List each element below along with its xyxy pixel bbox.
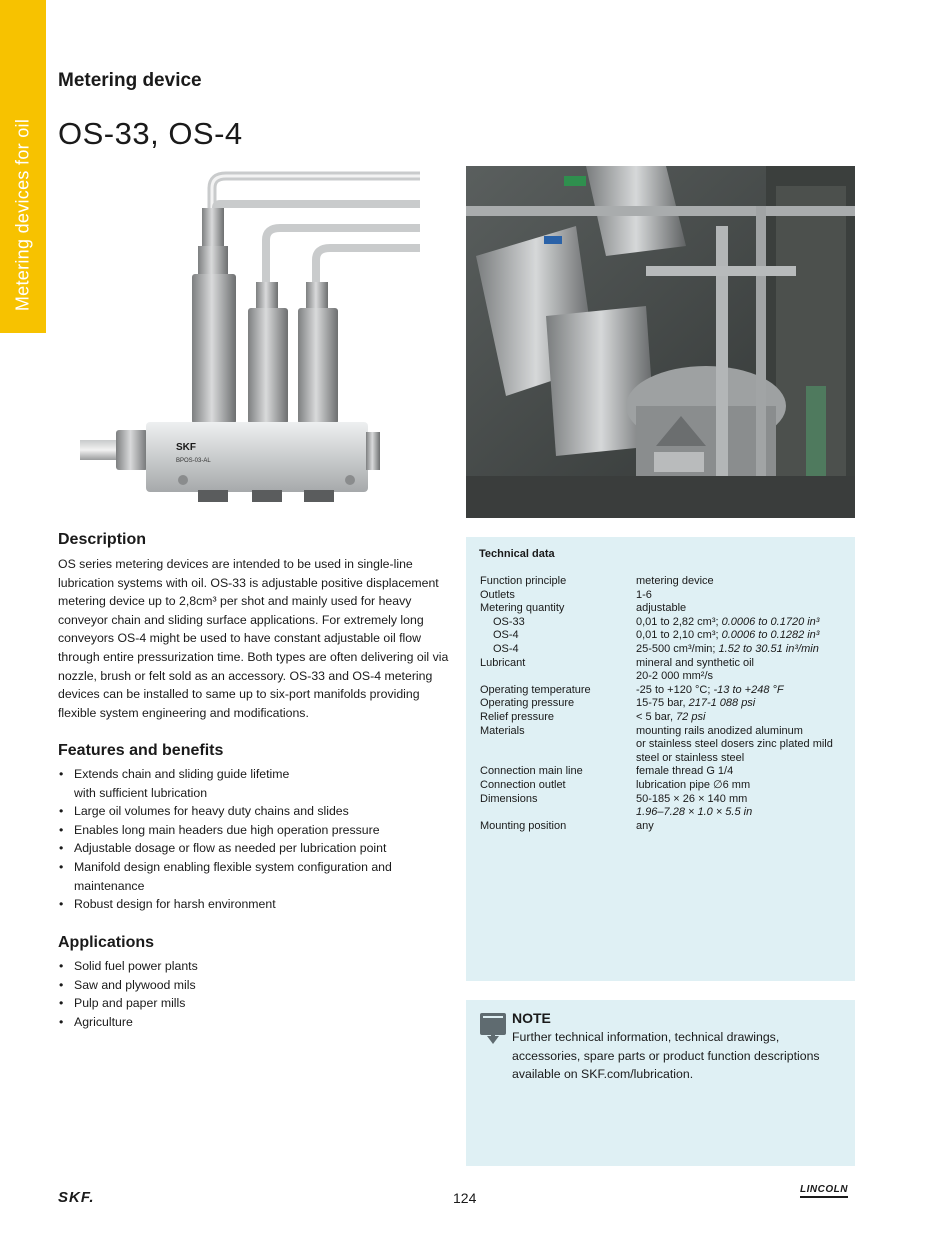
tech-value-text: < 5 bar, — [636, 710, 677, 723]
tech-value — [636, 670, 850, 684]
section-label: Metering device — [58, 70, 202, 91]
tech-row — [480, 725, 850, 739]
list-item: • Saw and plywood mils — [58, 976, 438, 995]
tech-row — [480, 589, 850, 603]
tech-value — [636, 806, 850, 820]
list-item: • Pulp and paper mills — [58, 994, 438, 1013]
tech-value — [636, 697, 850, 711]
tech-value — [636, 765, 850, 779]
tech-label: Connection outlet — [480, 778, 566, 791]
tech-value — [636, 643, 850, 657]
tech-label: Operating temperature — [480, 683, 591, 696]
tech-label: OS-4 — [493, 629, 519, 642]
tech-row — [480, 602, 850, 616]
tech-label: Lubricant — [480, 656, 526, 669]
tech-value — [636, 711, 850, 725]
tech-label — [480, 806, 636, 820]
tech-value — [636, 684, 850, 698]
tech-value — [636, 725, 850, 739]
tech-label: OS-4 — [493, 642, 519, 655]
tech-label — [480, 738, 636, 752]
tech-row — [480, 711, 850, 725]
tech-label: Mounting position — [480, 819, 567, 832]
tech-value-text: -25 to +120 °C; — [636, 683, 714, 696]
description-text: OS series metering devices are intended to be used in single-line lubrication systems with oil. OS-33 is adjustable positive displacement metering device up to 2,8cm³ per shot and mainly used for heavy conveyor chain and sliding surface applications. For extremely long conveyors OS-4 might be used to have constant adjustable oil flow through entire pressurization time. Both types are often delivering oil via nozzle, brush or felt sold as an accessory. OS-33 and OS-4 metering devices can be installed to same up to six-port manifolds providing flexible system engineering and modifications. — [58, 557, 449, 720]
list-item: • Large oil volumes for heavy duty chains and slides — [58, 802, 438, 821]
tech-row — [480, 806, 850, 820]
tech-row — [480, 616, 850, 630]
tech-value-imperial: 0.0006 to 0.1282 in³ — [721, 629, 820, 642]
tech-label: Dimensions — [480, 792, 538, 805]
tech-value — [636, 629, 850, 643]
tech-value — [636, 575, 850, 589]
skf-logo: SKF. — [58, 1189, 95, 1206]
lincoln-logo: LINCOLN — [800, 1184, 848, 1198]
tech-value-imperial: -13 to +248 °F — [713, 683, 784, 696]
tech-value — [636, 779, 850, 793]
tech-value-text: mineral and synthetic oil — [636, 656, 755, 669]
tech-value-text: 25-500 cm³/min; — [636, 642, 719, 655]
technical-data-title: Technical data — [479, 548, 555, 560]
features-list — [58, 765, 438, 914]
list-item: • Agriculture — [58, 1013, 438, 1032]
tech-value — [636, 752, 850, 766]
tech-row — [480, 765, 850, 779]
description-heading: Description — [58, 531, 147, 548]
applications-heading: Applications — [58, 934, 155, 951]
tech-row — [480, 684, 850, 698]
tech-label: Relief pressure — [480, 710, 554, 723]
note-panel — [466, 1000, 855, 1166]
tech-label: Function principle — [480, 575, 567, 587]
product-model-text: BPOS-03-AL — [176, 458, 211, 464]
tech-row — [480, 752, 850, 766]
product-image — [80, 168, 420, 508]
note-title: NOTE — [512, 1010, 551, 1026]
side-tab-label: Metering devices for oil — [12, 118, 33, 312]
tech-value-text: mounting rails anodized aluminum — [636, 724, 803, 737]
tech-label: OS-33 — [493, 615, 525, 628]
product-brand-text: SKF — [176, 442, 196, 453]
tech-value — [636, 820, 850, 834]
tech-row — [480, 670, 850, 684]
tech-value — [636, 589, 850, 603]
tech-label: Materials — [480, 724, 525, 737]
tech-value — [636, 616, 850, 630]
tech-value-imperial: 0.0006 to 0.1720 in³ — [721, 615, 820, 628]
list-item: • Extends chain and sliding guide lifetime with sufficient lubrication — [58, 765, 314, 802]
tech-label: Outlets — [480, 588, 515, 601]
list-item: • Enables long main headers due high operation pressure — [58, 821, 438, 840]
tech-value — [636, 657, 850, 671]
tech-value-imperial: 1.52 to 30.51 in³/min — [718, 642, 819, 655]
tech-label — [480, 752, 636, 766]
tech-value-text: adjustable — [636, 602, 687, 615]
tech-value-text: lubrication pipe ∅6 mm — [636, 778, 751, 791]
features-heading: Features and benefits — [58, 742, 224, 759]
technical-data-panel — [466, 537, 855, 981]
tech-row — [480, 793, 850, 807]
tech-row — [480, 779, 850, 793]
tech-value-text: 1-6 — [636, 588, 652, 601]
tech-row — [480, 657, 850, 671]
tech-value-text: 15-75 bar, — [636, 697, 689, 710]
product-title: OS-33, OS-4 — [58, 116, 243, 151]
tech-value-text: or stainless steel dosers zinc plated mild — [636, 738, 833, 751]
tech-row — [480, 820, 850, 834]
list-item: • Robust design for harsh environment — [58, 895, 438, 914]
page-number: 124 — [453, 1190, 477, 1206]
tech-value-text: 50-185 × 26 × 140 mm — [636, 792, 748, 805]
tech-value — [636, 602, 850, 616]
list-item: • Manifold design enabling flexible system configuration and maintenance — [58, 858, 394, 895]
tech-value-imperial: 72 psi — [676, 710, 706, 723]
tech-row — [480, 738, 850, 752]
tech-label — [480, 670, 636, 684]
list-item: • Solid fuel power plants — [58, 957, 438, 976]
tech-row — [480, 697, 850, 711]
tech-value-text: steel or stainless steel — [636, 751, 745, 764]
list-item: • Adjustable dosage or flow as needed per lubrication point — [58, 839, 438, 858]
tech-label: Connection main line — [480, 765, 583, 778]
technical-data-table — [480, 575, 850, 833]
tech-value-imperial: 217-1 088 psi — [688, 697, 756, 710]
side-tab — [0, 0, 46, 333]
tech-value-text: 0,01 to 2,10 cm³; — [636, 629, 722, 642]
tech-value-text: 20-2 000 mm²/s — [636, 670, 714, 683]
tech-value-text: 0,01 to 2,82 cm³; — [636, 615, 722, 628]
note-text: Further technical information, technical drawings, accessories, spare parts or product function descriptions available on SKF.com/lubrication. — [512, 1030, 820, 1082]
tech-value — [636, 738, 850, 752]
tech-row — [480, 629, 850, 643]
tech-row — [480, 575, 850, 589]
tech-value-text: any — [636, 819, 654, 832]
tech-value-imperial: 1.96–7.28 × 1.0 × 5.5 in — [636, 806, 753, 819]
tech-value — [636, 793, 850, 807]
installation-photo — [466, 166, 855, 518]
tech-row — [480, 643, 850, 657]
tech-value-text: metering device — [636, 575, 714, 587]
tech-label: Metering quantity — [480, 602, 565, 615]
tech-value-text: female thread G 1/4 — [636, 765, 734, 778]
applications-list — [58, 957, 438, 1031]
note-book-icon — [479, 1012, 507, 1046]
tech-label: Operating pressure — [480, 697, 575, 710]
